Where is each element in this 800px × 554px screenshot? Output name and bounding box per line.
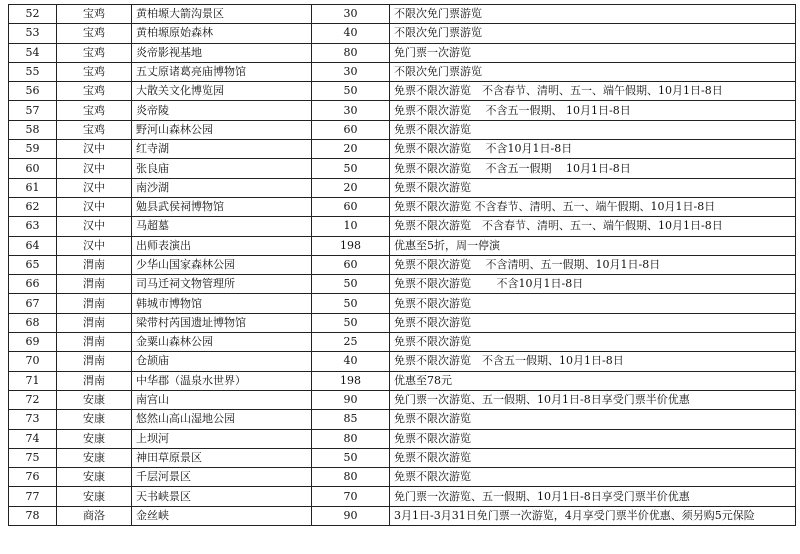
row-policy: 免票不限次游览 不含春节、清明、五一、端午假期、10月1日-8日 (390, 197, 796, 216)
row-number: 69 (9, 333, 57, 352)
row-number: 52 (9, 5, 57, 24)
row-city: 安康 (57, 410, 132, 429)
row-attraction-name: 中华郡（温泉水世界） (132, 371, 312, 390)
row-ticket-price: 85 (312, 410, 390, 429)
table-row (9, 255, 796, 274)
row-number: 71 (9, 371, 57, 390)
row-city: 渭南 (57, 294, 132, 313)
row-policy: 不限次免门票游览 (390, 24, 796, 43)
row-attraction-name: 野河山森林公园 (132, 120, 312, 139)
row-ticket-price: 20 (312, 178, 390, 197)
row-policy: 免票不限次游览 (390, 178, 796, 197)
row-ticket-price: 40 (312, 352, 390, 371)
table-row (9, 275, 796, 294)
table-row (9, 101, 796, 120)
row-city: 安康 (57, 468, 132, 487)
row-policy: 免门票一次游览、五一假期、10月1日-8日享受门票半价优惠 (390, 390, 796, 409)
row-city: 宝鸡 (57, 62, 132, 81)
row-attraction-name: 金粟山森林公园 (132, 333, 312, 352)
row-attraction-name: 大散关文化博览园 (132, 82, 312, 101)
row-ticket-price: 60 (312, 255, 390, 274)
row-city: 宝鸡 (57, 24, 132, 43)
row-ticket-price: 50 (312, 82, 390, 101)
row-number: 58 (9, 120, 57, 139)
row-number: 66 (9, 275, 57, 294)
row-policy: 免票不限次游览 (390, 448, 796, 467)
row-attraction-name: 韩城市博物馆 (132, 294, 312, 313)
table-row (9, 390, 796, 409)
table-row (9, 371, 796, 390)
row-attraction-name: 悠然山高山湿地公园 (132, 410, 312, 429)
row-ticket-price: 50 (312, 294, 390, 313)
row-policy: 优惠至78元 (390, 371, 796, 390)
row-city: 汉中 (57, 236, 132, 255)
row-number: 56 (9, 82, 57, 101)
table-row (9, 24, 796, 43)
row-number: 54 (9, 43, 57, 62)
row-attraction-name: 司马迁祠文物管理所 (132, 275, 312, 294)
row-attraction-name: 天书峡景区 (132, 487, 312, 506)
row-number: 73 (9, 410, 57, 429)
row-policy: 免门票一次游览、五一假期、10月1日-8日享受门票半价优惠 (390, 487, 796, 506)
table-row (9, 294, 796, 313)
row-attraction-name: 梁带村芮国遗址博物馆 (132, 313, 312, 332)
row-attraction-name: 张良庙 (132, 159, 312, 178)
row-city: 汉中 (57, 159, 132, 178)
table-row (9, 313, 796, 332)
row-number: 63 (9, 217, 57, 236)
row-city: 渭南 (57, 275, 132, 294)
row-policy: 免票不限次游览 (390, 468, 796, 487)
row-attraction-name: 黄柏塬大箭沟景区 (132, 5, 312, 24)
table-row (9, 506, 796, 525)
row-ticket-price: 60 (312, 197, 390, 216)
row-number: 65 (9, 255, 57, 274)
row-city: 宝鸡 (57, 43, 132, 62)
row-policy: 免票不限次游览 不含五一假期、10月1日-8日 (390, 352, 796, 371)
row-number: 62 (9, 197, 57, 216)
row-policy: 免票不限次游览 (390, 429, 796, 448)
row-city: 渭南 (57, 371, 132, 390)
row-number: 77 (9, 487, 57, 506)
row-ticket-price: 80 (312, 43, 390, 62)
row-attraction-name: 仓颉庙 (132, 352, 312, 371)
row-ticket-price: 50 (312, 159, 390, 178)
table-row (9, 429, 796, 448)
table-body (9, 5, 796, 526)
row-policy: 优惠至5折，周一停演 (390, 236, 796, 255)
row-policy: 免票不限次游览 不含10月1日-8日 (390, 140, 796, 159)
row-attraction-name: 少华山国家森林公园 (132, 255, 312, 274)
row-policy: 免票不限次游览 不含10月1日-8日 (390, 275, 796, 294)
row-number: 61 (9, 178, 57, 197)
row-attraction-name: 炎帝陵 (132, 101, 312, 120)
table-row (9, 140, 796, 159)
table-row (9, 197, 796, 216)
table-row (9, 159, 796, 178)
table-row (9, 333, 796, 352)
row-ticket-price: 70 (312, 487, 390, 506)
row-policy: 免门票一次游览 (390, 43, 796, 62)
row-attraction-name: 上坝河 (132, 429, 312, 448)
row-number: 60 (9, 159, 57, 178)
row-city: 安康 (57, 487, 132, 506)
row-ticket-price: 50 (312, 448, 390, 467)
row-attraction-name: 金丝峡 (132, 506, 312, 525)
row-number: 59 (9, 140, 57, 159)
row-policy: 不限次免门票游览 (390, 5, 796, 24)
row-city: 汉中 (57, 140, 132, 159)
row-ticket-price: 30 (312, 5, 390, 24)
row-city: 宝鸡 (57, 5, 132, 24)
row-attraction-name: 出师表演出 (132, 236, 312, 255)
row-city: 渭南 (57, 333, 132, 352)
row-ticket-price: 198 (312, 236, 390, 255)
row-policy: 免票不限次游览 不含春节、清明、五一、端午假期、10月1日-8日 (390, 82, 796, 101)
row-city: 渭南 (57, 313, 132, 332)
row-policy: 免票不限次游览 不含春节、清明、五一、端午假期、10月1日-8日 (390, 217, 796, 236)
row-policy: 免票不限次游览 (390, 333, 796, 352)
row-ticket-price: 30 (312, 101, 390, 120)
row-attraction-name: 千层河景区 (132, 468, 312, 487)
table-row (9, 352, 796, 371)
table-row (9, 448, 796, 467)
row-ticket-price: 10 (312, 217, 390, 236)
row-policy: 免票不限次游览 不含清明、五一假期、10月1日-8日 (390, 255, 796, 274)
row-city: 宝鸡 (57, 82, 132, 101)
row-number: 55 (9, 62, 57, 81)
table-row (9, 236, 796, 255)
row-city: 商洛 (57, 506, 132, 525)
row-city: 安康 (57, 448, 132, 467)
table-row (9, 62, 796, 81)
row-city: 汉中 (57, 197, 132, 216)
row-ticket-price: 50 (312, 313, 390, 332)
row-number: 53 (9, 24, 57, 43)
row-attraction-name: 马超墓 (132, 217, 312, 236)
row-attraction-name: 红寺湖 (132, 140, 312, 159)
row-ticket-price: 40 (312, 24, 390, 43)
row-attraction-name: 神田草原景区 (132, 448, 312, 467)
row-ticket-price: 90 (312, 390, 390, 409)
table-row (9, 43, 796, 62)
row-number: 57 (9, 101, 57, 120)
table-row (9, 178, 796, 197)
row-city: 渭南 (57, 352, 132, 371)
row-number: 67 (9, 294, 57, 313)
row-city: 宝鸡 (57, 101, 132, 120)
row-ticket-price: 80 (312, 429, 390, 448)
row-number: 64 (9, 236, 57, 255)
row-city: 汉中 (57, 178, 132, 197)
row-policy: 免票不限次游览 不含五一假期 10月1日-8日 (390, 159, 796, 178)
row-number: 76 (9, 468, 57, 487)
table-row (9, 468, 796, 487)
row-number: 75 (9, 448, 57, 467)
table-row (9, 410, 796, 429)
row-ticket-price: 90 (312, 506, 390, 525)
row-city: 安康 (57, 390, 132, 409)
row-policy: 免票不限次游览 (390, 313, 796, 332)
table-row (9, 120, 796, 139)
row-attraction-name: 黄柏塬原始森林 (132, 24, 312, 43)
row-ticket-price: 80 (312, 468, 390, 487)
row-policy: 免票不限次游览 不含五一假期、 10月1日-8日 (390, 101, 796, 120)
row-ticket-price: 198 (312, 371, 390, 390)
row-policy: 免票不限次游览 (390, 120, 796, 139)
table-row (9, 5, 796, 24)
row-city: 渭南 (57, 255, 132, 274)
row-attraction-name: 五丈原诸葛亮庙博物馆 (132, 62, 312, 81)
row-attraction-name: 南宫山 (132, 390, 312, 409)
row-ticket-price: 20 (312, 140, 390, 159)
row-policy: 3月1日-3月31日免门票一次游览，4月享受门票半价优惠、须另购5元保险 (390, 506, 796, 525)
row-ticket-price: 25 (312, 333, 390, 352)
row-number: 70 (9, 352, 57, 371)
row-policy: 免票不限次游览 (390, 294, 796, 313)
attractions-table (8, 4, 796, 526)
row-number: 78 (9, 506, 57, 525)
row-attraction-name: 勉县武侯祠博物馆 (132, 197, 312, 216)
row-policy: 免票不限次游览 (390, 410, 796, 429)
row-policy: 不限次免门票游览 (390, 62, 796, 81)
row-ticket-price: 30 (312, 62, 390, 81)
row-number: 74 (9, 429, 57, 448)
table-row (9, 487, 796, 506)
row-number: 68 (9, 313, 57, 332)
row-city: 安康 (57, 429, 132, 448)
row-attraction-name: 南沙湖 (132, 178, 312, 197)
table-row (9, 82, 796, 101)
row-attraction-name: 炎帝影视基地 (132, 43, 312, 62)
row-city: 汉中 (57, 217, 132, 236)
row-ticket-price: 60 (312, 120, 390, 139)
table-row (9, 217, 796, 236)
row-number: 72 (9, 390, 57, 409)
row-ticket-price: 50 (312, 275, 390, 294)
row-city: 宝鸡 (57, 120, 132, 139)
